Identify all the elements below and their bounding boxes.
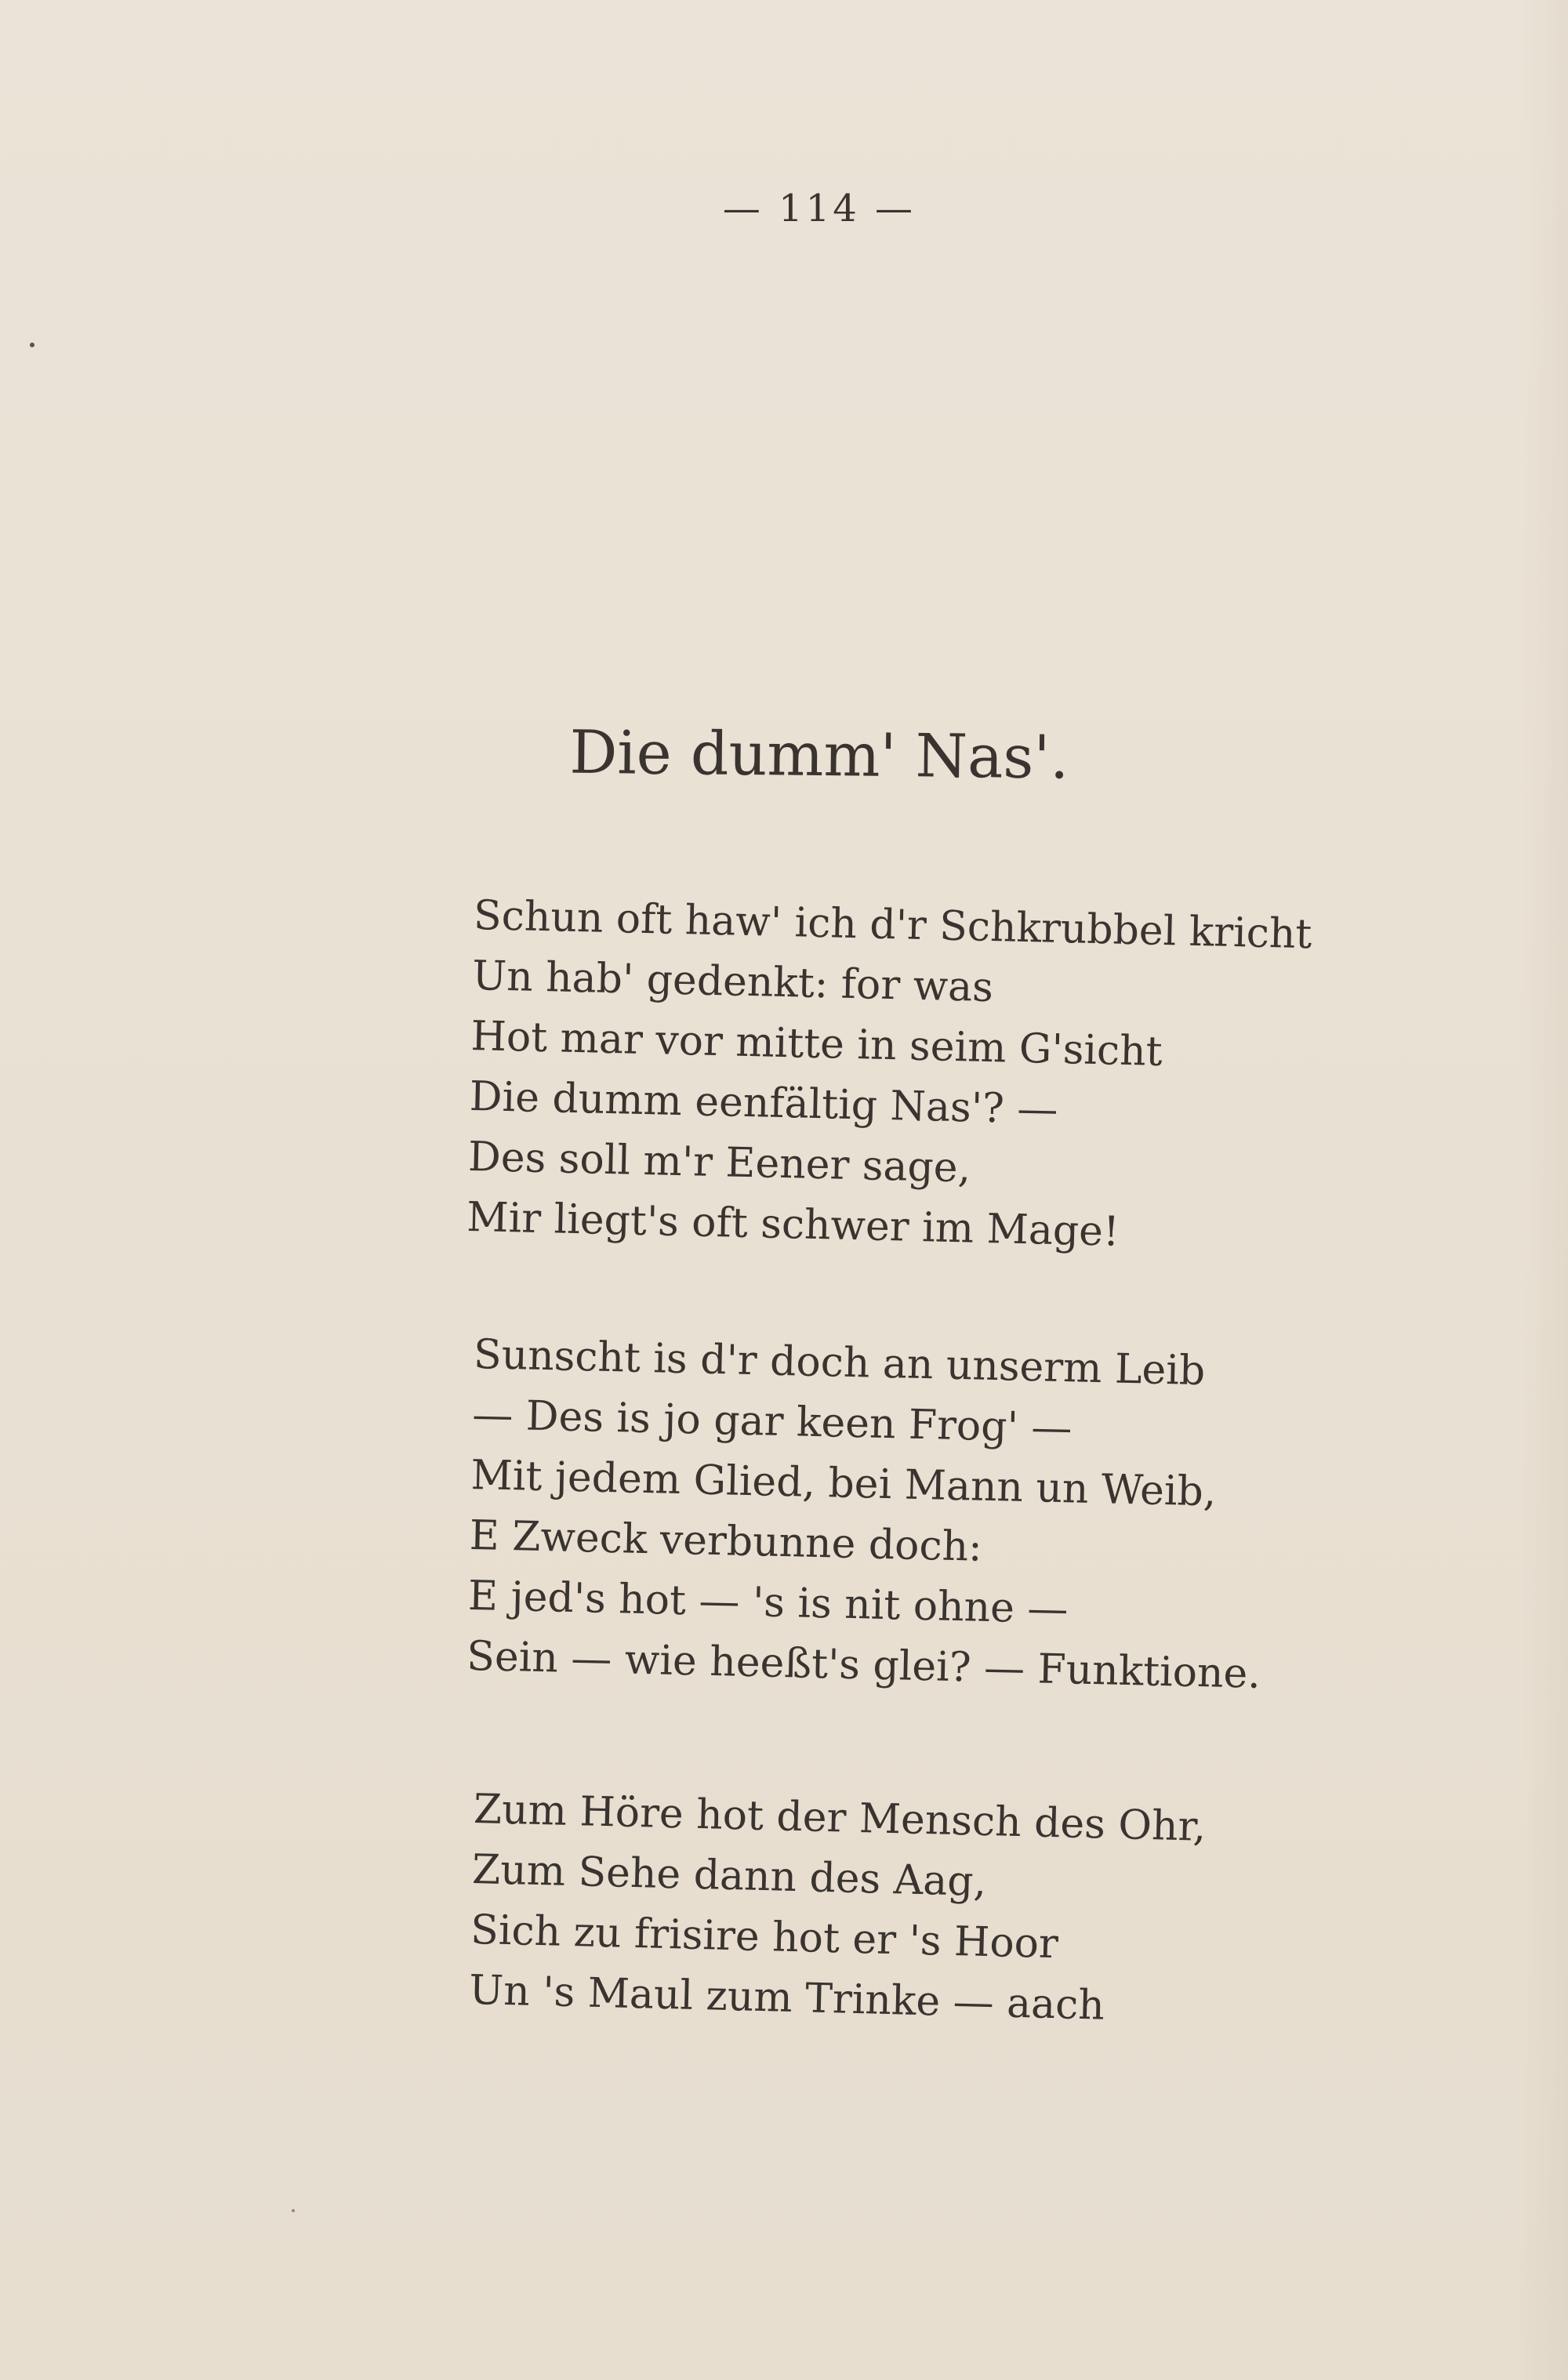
poem-line: Sich zu frisire hot er 's Hoor <box>470 1906 1059 1968</box>
page-number: — 114 — <box>722 187 916 230</box>
poem-line: Sunscht is d'r doch an unserm Leib <box>473 1330 1206 1395</box>
ink-speck <box>292 2209 295 2212</box>
poem-line: Des soll m'r Eener sage, <box>467 1133 971 1192</box>
poem-line: Un hab' gedenkt: for was <box>471 952 994 1012</box>
poem-title: Die dumm' Nas'. <box>569 717 1069 793</box>
page-edge-shading <box>1521 0 1568 2380</box>
poem-line: E Zweck verbunne doch: <box>469 1511 983 1571</box>
stanza-2 <box>466 1325 1376 1707</box>
poem-line: Hot mar vor mitte in seim G'sicht <box>470 1012 1163 1076</box>
poem-line: — Des is jo gar keen Frog' — <box>471 1391 1073 1453</box>
poem-line: Un 's Maul zum Trinke — aach <box>468 1966 1105 2030</box>
ink-speck <box>30 343 34 347</box>
poem-line: Zum Sehe dann des Aag, <box>471 1845 987 1906</box>
stanza-1 <box>466 886 1376 1268</box>
poem-line: E jed's hot — 's is nit ohne — <box>467 1572 1069 1634</box>
poem-line: Die dumm eenfältig Nas'? — <box>469 1072 1059 1134</box>
poem-line: Schun oft haw' ich d'r Schkrubbel kricht <box>473 891 1312 959</box>
poem-line: Mir liegt's oft schwer im Mage! <box>466 1193 1120 1256</box>
poem-line: Sein — wie heeßt's glei? — Funktione. <box>466 1632 1261 1698</box>
stanza-3 <box>468 1780 1375 2043</box>
poem-line: Zum Höre hot der Mensch des Ohr, <box>473 1785 1207 1851</box>
poem-line: Mit jedem Glied, bei Mann un Weib, <box>470 1451 1218 1516</box>
